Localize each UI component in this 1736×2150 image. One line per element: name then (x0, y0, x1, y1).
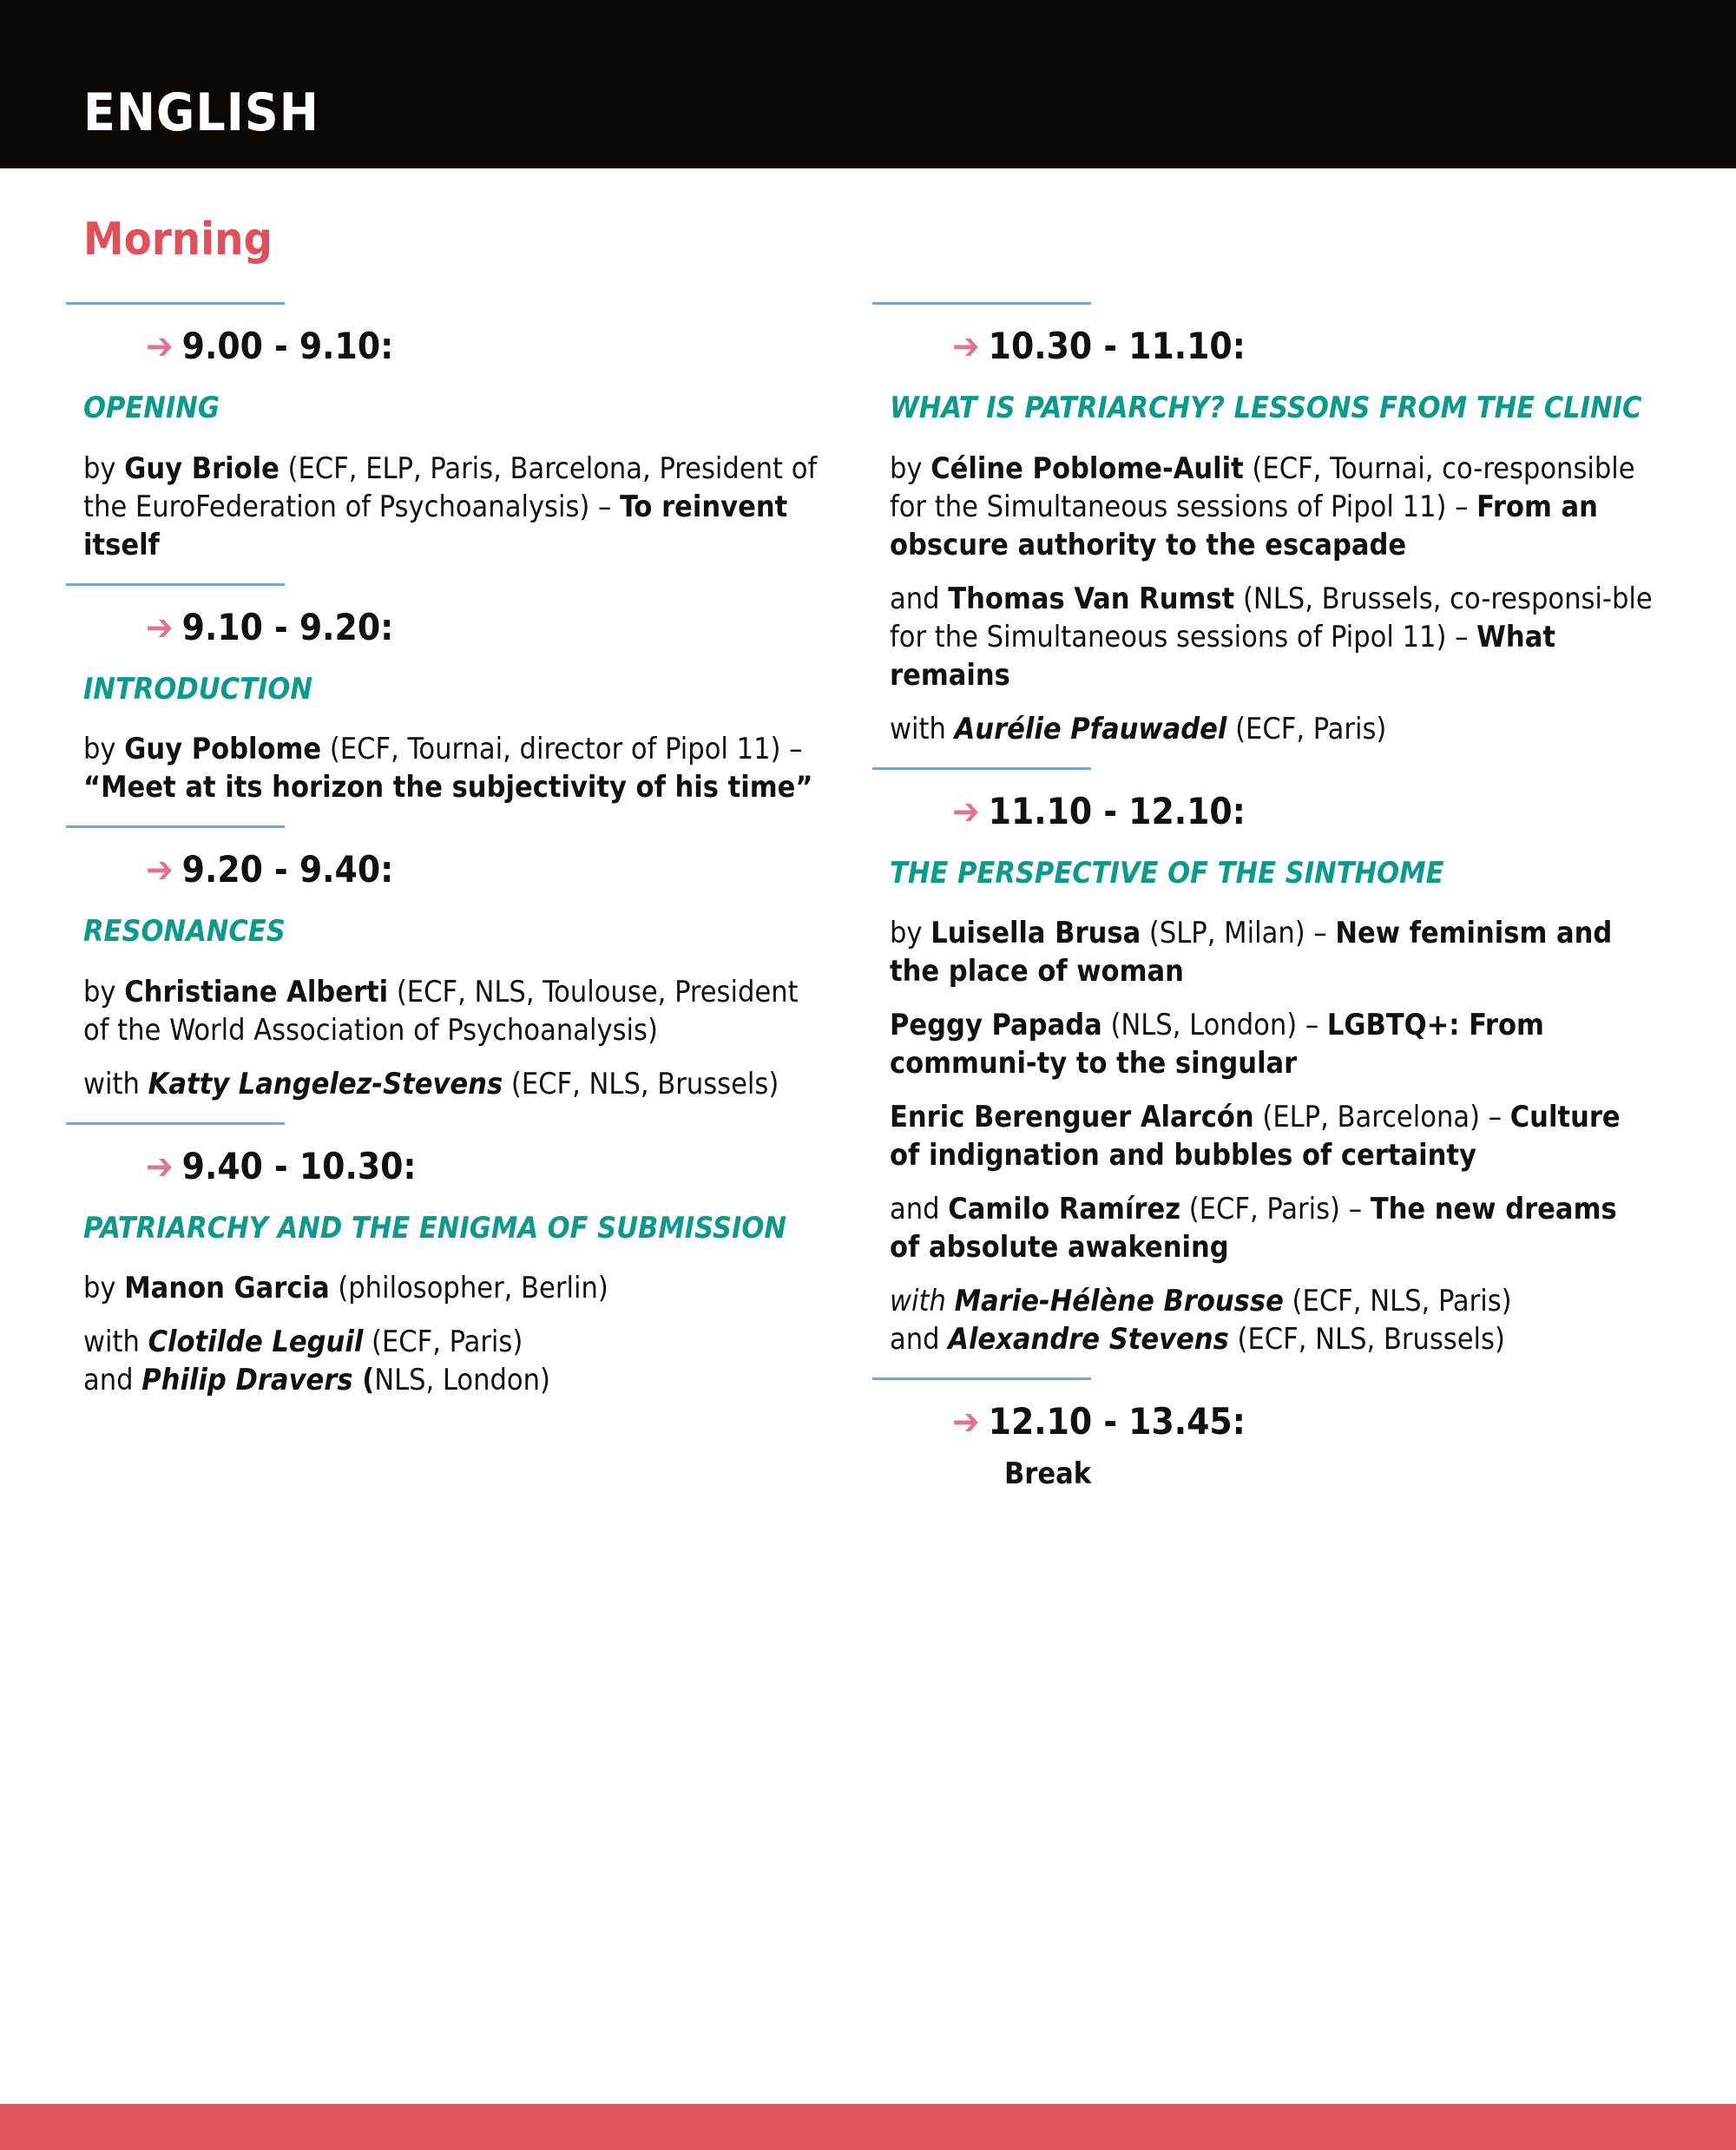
speaker-or-title: Guy Briole (124, 450, 279, 486)
slot-time: 12.10 - 13.45: (988, 1400, 1246, 1443)
text-run: and (890, 1322, 949, 1357)
slot-time: 9.00 - 9.10: (181, 325, 394, 367)
text-run: by (890, 916, 931, 950)
slot-description (890, 1190, 1654, 1266)
text-run: (ECF, Tournai, director of Pipol 11) – (321, 732, 803, 766)
slot-divider (872, 302, 1091, 305)
speaker-or-title: Alexandre Stevens (948, 1322, 1229, 1357)
time-row (952, 1394, 1654, 1450)
slot-title: WHAT IS PATRIARCHY? LESSONS FROM THE CLINIC (890, 391, 1642, 425)
text-run: and (83, 1363, 142, 1397)
slot-title: INTRODUCTION (83, 671, 312, 707)
text-run: (ECF, ELP, Paris, Barcelona, President of the EuroFederation of Psychoanalysis) – (83, 450, 818, 524)
speaker-or-title: New feminism and the place of woman (890, 916, 1613, 989)
text-run: by (83, 974, 125, 1009)
arrow-right-icon: ➔ (146, 325, 174, 367)
speaker-or-title: Thomas Van Rumst (948, 581, 1235, 616)
slot-divider (872, 1377, 1091, 1380)
speaker-or-title: Guy Poblome (124, 732, 322, 766)
slot-title: THE PERSPECTIVE OF THE SINTHOME (890, 855, 1444, 891)
text-run: (ECF, NLS, Paris) (1283, 1284, 1512, 1318)
schedule-slot (890, 302, 1654, 748)
text-run: NLS, London) (374, 1363, 550, 1397)
speaker-or-title: Manon Garcia (124, 1271, 330, 1305)
arrow-right-icon: ➔ (146, 1144, 174, 1187)
time-row (146, 842, 830, 897)
speaker-or-title: ( (352, 1363, 375, 1397)
slot-divider (66, 1122, 285, 1125)
slot-description (83, 450, 830, 564)
slot-description (890, 1006, 1654, 1082)
text-run: (ECF, NLS, Brussels) (503, 1066, 779, 1101)
slot-description (83, 1323, 830, 1399)
speaker-or-title: The new dreams of absolute awakening (890, 1192, 1617, 1265)
speaker-or-title: Philip Dravers (141, 1363, 353, 1397)
text-run: with (83, 1066, 148, 1101)
text-run: with (890, 1284, 955, 1318)
time-row (146, 1139, 830, 1194)
speaker-or-title: Christiane Alberti (124, 974, 389, 1009)
speaker-or-title: Camilo Ramírez (948, 1192, 1181, 1226)
speaker-or-title: Katty Langelez-Stevens (148, 1066, 503, 1101)
text-run: by (83, 732, 125, 766)
speaker-or-title: Marie-Hélène Brousse (954, 1284, 1284, 1318)
arrow-right-icon: ➔ (952, 325, 980, 367)
schedule-column-left (83, 302, 830, 1418)
slot-divider (66, 302, 285, 305)
arrow-right-icon: ➔ (146, 605, 174, 648)
text-run: (NLS, London) – (1101, 1008, 1327, 1042)
time-row (146, 600, 830, 655)
text-run: and (890, 1192, 949, 1226)
slot-time: 9.20 - 9.40: (181, 848, 394, 891)
schedule-slot (890, 767, 1654, 1359)
speaker-or-title: What remains (890, 619, 1555, 693)
slot-description (890, 1098, 1654, 1174)
page-header (0, 0, 1736, 168)
text-run: (ECF, Tournai, co-responsible for the Simultaneous sessions of Pipol 11) – (890, 450, 1635, 524)
schedule-column-right (890, 302, 1654, 1512)
text-run: with (890, 711, 955, 746)
speaker-or-title: Luisella Brusa (930, 916, 1141, 950)
slot-description (890, 450, 1654, 564)
speaker-or-title: To reinvent itself (83, 489, 788, 562)
slot-title: PATRIARCHY AND THE ENIGMA OF SUBMISSION (83, 1210, 786, 1246)
break-label: Break (1004, 1456, 1092, 1491)
text-run: with (83, 1325, 148, 1359)
speaker-or-title: From an obscure authority to the escapade (890, 489, 1598, 562)
footer-bar (0, 2104, 1736, 2150)
schedule-slot (83, 583, 830, 807)
arrow-right-icon: ➔ (146, 848, 174, 891)
slot-divider (872, 767, 1091, 770)
schedule-slot (83, 1122, 830, 1400)
header-title: ENGLISH (83, 82, 319, 143)
time-row (146, 319, 830, 374)
speaker-or-title: Aurélie Pfauwadel (954, 711, 1227, 746)
slot-time: 11.10 - 12.10: (988, 789, 1246, 832)
slot-description (890, 1282, 1654, 1358)
text-run: (NLS, Brussels, co-responsi-ble for the Simultaneous sessions of Pipol 11) – (890, 581, 1653, 654)
slot-divider (66, 583, 285, 586)
speaker-or-title: Peggy Papada (890, 1008, 1102, 1042)
slot-description (83, 1269, 830, 1307)
slot-title: OPENING (83, 391, 220, 425)
speaker-or-title: Culture of indignation and bubbles of certainty (890, 1100, 1621, 1173)
text-run: (ECF, NLS, Toulouse, President of the World Association of Psychoanalysis) (83, 974, 799, 1048)
arrow-right-icon: ➔ (952, 1400, 980, 1443)
section-title: Morning (83, 214, 273, 266)
slot-description (890, 580, 1654, 694)
slot-description (83, 1065, 830, 1103)
text-run: (ECF, NLS, Brussels) (1228, 1322, 1505, 1357)
speaker-or-title: LGBTQ+: From communi-ty to the singular (890, 1008, 1544, 1081)
speaker-or-title: “Meet at its horizon the subjectivity of his time” (83, 770, 813, 805)
slot-description (890, 710, 1654, 748)
text-run: by (890, 450, 931, 486)
slot-time: 9.40 - 10.30: (181, 1144, 417, 1187)
text-run: (ECF, Paris) – (1180, 1192, 1371, 1226)
slot-title: RESONANCES (83, 914, 286, 949)
schedule-slot (83, 825, 830, 1103)
text-run: (ELP, Barcelona) – (1253, 1100, 1510, 1134)
time-row (952, 319, 1654, 374)
slot-divider (66, 825, 285, 828)
slot-description (890, 914, 1654, 990)
schedule-slot (890, 1377, 1654, 1493)
text-run: (ECF, Paris) (363, 1325, 523, 1359)
slot-time: 10.30 - 11.10: (988, 325, 1246, 367)
speaker-or-title: Enric Berenguer Alarcón (890, 1100, 1254, 1134)
text-run: by (83, 450, 125, 486)
time-row (952, 784, 1654, 839)
speaker-or-title: Céline Poblome-Aulit (930, 450, 1244, 486)
schedule-slot (83, 302, 830, 564)
text-run: (SLP, Milan) – (1141, 916, 1336, 950)
text-run: (ECF, Paris) (1226, 711, 1387, 746)
text-run: by (83, 1271, 125, 1305)
text-run: and (890, 581, 949, 616)
text-run: (philosopher, Berlin) (329, 1271, 608, 1305)
arrow-right-icon: ➔ (952, 789, 980, 832)
speaker-or-title: Clotilde Leguil (148, 1325, 364, 1359)
slot-description (83, 973, 830, 1049)
slot-time: 9.10 - 9.20: (181, 605, 394, 648)
slot-description (83, 730, 830, 806)
